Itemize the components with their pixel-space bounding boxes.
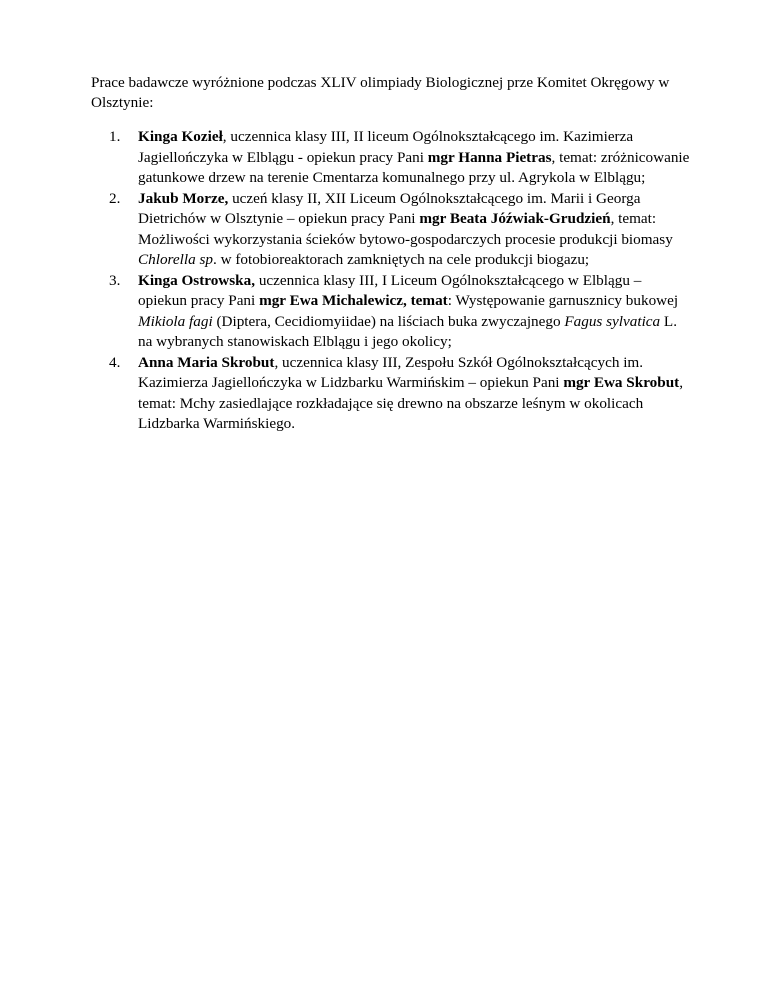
awarded-works-list bbox=[91, 127, 691, 435]
species-name: Mikiola fagi bbox=[138, 312, 213, 330]
intro-paragraph: Prace badawcze wyróżnione podczas XLIV olimpiady Biologicznej prze Komitet Okręgowy w Olsztynie: bbox=[91, 74, 670, 111]
student-name: Kinga Ostrowska, bbox=[138, 271, 256, 289]
teacher-name: mgr Hanna Pietras bbox=[427, 148, 552, 166]
item-text: , temat: Mchy zasiedlające rozkładające się drewno na obszarze leśnym w okolicach Lidzbarka Warmińskiego. bbox=[138, 374, 684, 432]
list-item bbox=[91, 127, 691, 189]
item-text: (Diptera, Cecidiomyiidae) na liściach buka zwyczajnego bbox=[212, 312, 565, 330]
item-number: 2. bbox=[109, 189, 121, 207]
student-name: Jakub Morze, bbox=[138, 189, 229, 207]
item-text: , temat: Możliwości wykorzystania ścieków bytowo-gospodarczych procesie produkcji biomasy bbox=[138, 210, 673, 248]
species-name: Fagus sylvatica bbox=[564, 312, 661, 330]
item-number: 3. bbox=[109, 271, 121, 289]
item-text: . w fotobioreaktorach zamkniętych na cele produkcji biogazu; bbox=[212, 251, 590, 268]
item-text: : Występowanie garnusznicy bukowej bbox=[447, 292, 679, 309]
list-item bbox=[91, 353, 691, 435]
student-name: Anna Maria Skrobut bbox=[138, 353, 275, 371]
item-text: , temat: zróżnicowanie gatunkowe drzew na terenie Cmentarza komunalnego przy ul. Agrykola w Elblągu; bbox=[138, 148, 690, 186]
item-text: uczennica klasy III, I Liceum Ogólnokształcącego w Elblągu – opiekun pracy Pani bbox=[138, 271, 642, 309]
item-text: uczeń klasy II, XII Liceum Ogólnokształcącego im. Marii i Georga Dietrichów w Olsztynie – opiekun pracy Pani bbox=[138, 189, 641, 227]
item-number: 4. bbox=[109, 353, 121, 371]
teacher-name: mgr Ewa Michalewicz, temat bbox=[259, 292, 448, 309]
list-item bbox=[91, 271, 691, 353]
item-text: L. na wybranych stanowiskach Elblągu i jego okolicy; bbox=[138, 312, 677, 350]
item-number: 1. bbox=[109, 128, 121, 145]
item-text: , uczennica klasy III, II liceum Ogólnokształcącego im. Kazimierza Jagiellończyka w Elblągu - opiekun pracy Pani bbox=[138, 128, 634, 166]
teacher-name: mgr Beata Jóźwiak-Grudzień bbox=[419, 210, 611, 227]
species-name: Chlorella sp bbox=[138, 251, 213, 268]
list-item bbox=[91, 189, 691, 271]
teacher-name: mgr Ewa Skrobut bbox=[563, 374, 680, 391]
student-name: Kinga Kozieł bbox=[138, 128, 223, 145]
item-text: , uczennica klasy III, Zespołu Szkół Ogólnokształcących im. Kazimierza Jagiellończyka w Lidzbarku Warmińskim – opiekun Pani bbox=[138, 353, 644, 391]
